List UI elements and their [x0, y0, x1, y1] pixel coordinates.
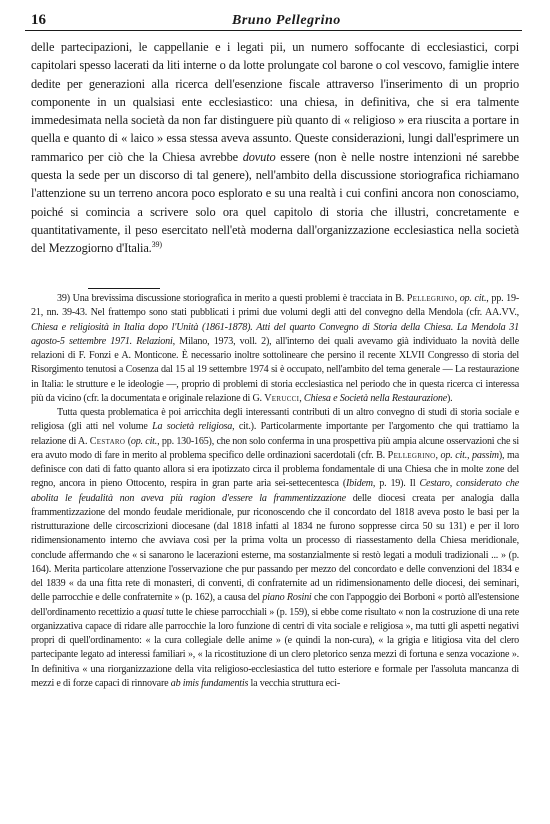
fn1-italic: Chiesa e religiosità in Italia dopo l'Unità (1861-1878). Atti del quarto Convegno di Storia della Chiesa. La Mendola 31 agosto-5 settembre 1971. Relazioni: [31, 321, 519, 347]
fn2-italic: Cestaro, considerato che abolita le feudalità non aveva più ragion d'essere la frammentizzazione: [31, 478, 520, 504]
fn1-text: , pp. 19-21, nn. 39-43. Nel frattempo sono stati pubblicati i primi due volumi degli atti del convegno della Mendola (cfr. AA.VV.,: [31, 293, 520, 319]
fn1-italic: Chiesa e Società nella Restaurazione: [303, 392, 447, 404]
footnote-rule: [88, 288, 160, 289]
fn2-text: ), ma definisce con dati di fatto quanto allora si era ipotizzato circa il problema fondamentale di una Chiesa che in molte zone del regno, ancora in pieno Ottocento, respira in gran parte aria sei-settecentesca (: [31, 449, 519, 490]
fn2-text: che con l'appoggio dei Borboni « portò all'estensione dell'ordinamento recettizio a: [31, 592, 519, 618]
fn2-italic: piano Rosini: [262, 592, 312, 604]
main-paragraph: [31, 38, 519, 258]
header-rule: [25, 30, 522, 31]
footnote-marker: 39): [57, 293, 70, 304]
fn2-text: delle diocesi creata per analogia dalla frammentizzazione del mondo feudale meridionale, pur riconoscendo che il concordato del 1818 aveva posto le basi per la ristrutturazione delle circoscrizioni diocesane (dal 1818 infatti al 1834 ne furono soppresse circa 50 su 131) e per il loro ridimensionamento interno che avviava così per la prima volta un processo di riassestamento della Chiesa meridionale, conclude affermando che « si sanarono le lacerazioni esterne, ma sostanzialmente si restò legati a moduli tradizionali ... » (p. 164). Merita particolare attenzione l'osservazione che pur passando per mezzo del concordato e delle convenzioni del 1834 e del 1839 « da una fitta rete di monasteri, di conventi, di confraternite ad un ridimensionamento delle diocesi, dei seminari, delle parrocchie e delle confraternite » (p. 162), a causa del: [31, 492, 519, 604]
fn2-author: Cestaro: [89, 435, 126, 447]
fn1-text: , Milano, 1973, voll. 2), all'interno dei quali avevamo già individuato la novità delle relazioni di F. Fonzi e A. Monticone. È necessario inoltre sottolineare che persino il recente XLVII Congresso di storia del Risorgimento tenutosi a Cosenza dal 15 al 19 settembre 1974 si è occupato, nell'ambito del tema generale — La restaurazione in Italia: le strutture e le ideologie —, proprio di problemi di storia ecclesiastica nel periodo che in questa ricerca ci interessa più da vicino (cfr. la documentata e originale relazione di G.: [31, 335, 519, 404]
footnote-paragraph-2: [31, 406, 519, 691]
fn2-text: (: [125, 435, 131, 447]
fn2-text: , pp. 130-165), che non solo conferma in una prospettiva più ampia alcune osservazioni che si era avuto modo di fare in merito al problema specifico delle ordinazioni sacerdotali (cfr. B.: [31, 435, 519, 461]
fn2-text: Tutta questa problematica è poi arricchita degli interessanti contributi di un altro convegno di studi di storia sociale e religiosa (gli atti nel volume: [31, 407, 519, 433]
main-text-a: delle partecipazioni, le cappellanie e i legati pii, un numero soffocante di ecclesiastici, corpi capitolari spesso lacerati da liti interne o da lotte prolungate col barone o col vescovo, famiglie intere dedite per generazioni alla ricerca dell'esenzione fiscale attraverso l'inserimento di un proprio componente in un qualsiasi ente ecclesiastico: una chiesa, in definitiva, che si era talmente immedesimata nella società da non far distinguere più quanto di « religioso » era riuscita a portare in quella e quanto di « laico » essa stessa aveva assunto. Queste considerazioni, lungi dall'esprimere un rammarico per ciò che la Chiesa avrebbe: [31, 40, 519, 164]
main-text-b: essere (non è nelle nostre intenzioni né sarebbe questa la sede per un discorso di tal genere), nell'ambito della discussione storiografica richiamano l'attenzione su un terreno ancora poco esplorato e su una realtà i cui confini ancora non conosciamo, poiché si comincia a scrivere solo ora quel capitolo di storia che illustri, concretamente e quantitativamente, il peso esercitato nell'età moderna dall'organizzazione ecclesiastica nella società del Mezzogiorno d'Italia.: [31, 149, 519, 256]
fn2-text: ,: [435, 449, 441, 461]
footnote-reference: 39): [151, 240, 162, 250]
page-number: 16: [31, 12, 46, 28]
main-text-emphasis: dovuto: [242, 149, 276, 164]
fn1-text: ).: [446, 392, 453, 404]
fn2-italic: op. cit.: [130, 435, 158, 447]
fn2-italic: op. cit., passim: [440, 449, 499, 461]
fn1-author: Pellegrino: [406, 293, 455, 304]
fn1-author: Verucci: [264, 392, 300, 404]
footnotes: [31, 292, 519, 691]
fn1-text: Una brevissima discussione storiografica in merito a questi problemi è tracciata in B.: [69, 293, 407, 304]
fn1-text: ,: [299, 392, 304, 404]
fn2-text: la vecchia struttura eci-: [248, 677, 340, 689]
fn1-italic: op. cit.: [459, 293, 487, 304]
fn2-italic: La società religiosa: [152, 421, 233, 433]
fn2-italic: Ibidem: [346, 478, 373, 490]
running-title: Bruno Pellegrino: [232, 13, 341, 28]
fn2-text: tutte le chiese parrocchiali » (p. 159), si ebbe come risultato « non la costruzione di una rete organizzativa capace di ridare alle parrocchie la loro funzione di centri di vita sociale e religiosa », ma tutti gli aspetti negativi propri di quell'ordinamento: « la cura collegiale delle anime » (e quindi la non-cura), « la grigia e litigiosa vita del clero partecipante legato ad interessi familiari », « la ricostituzione di un clero pletorico senza mezzi di fortuna e senza vocazione ». In definitiva « una riorganizzazione della vita religioso-ecclesiastica del tutto esteriore e formale per l'assoluta mancanza di mezzi e di forze capaci di rinnovare: [31, 606, 519, 689]
fn2-text: , p. 19). Il: [372, 478, 420, 490]
page-header: [0, 8, 550, 30]
fn1-text: ,: [454, 293, 460, 304]
fn2-italic: quasi: [142, 606, 164, 618]
footnote-paragraph-1: [31, 292, 519, 406]
fn2-italic: ab imis fundamentis: [170, 677, 249, 689]
fn2-text: , cit.). Particolarmente importante per l'argomento che qui trattiamo la relazione di A.: [31, 421, 520, 447]
fn2-author: Pellegrino: [387, 449, 436, 461]
